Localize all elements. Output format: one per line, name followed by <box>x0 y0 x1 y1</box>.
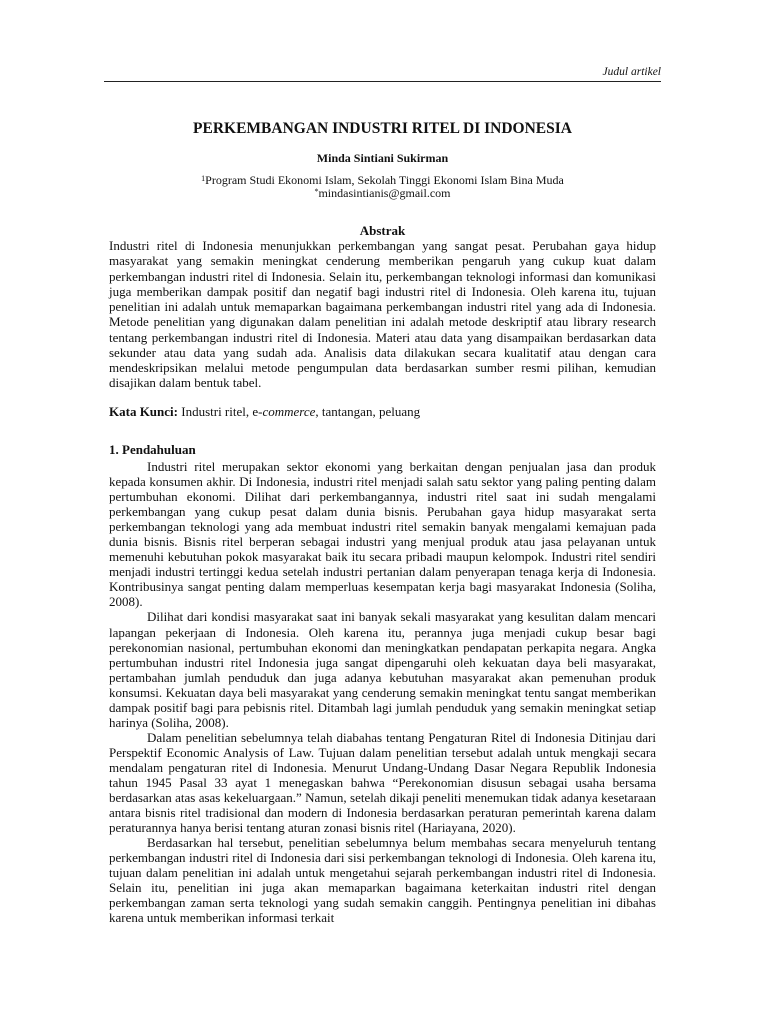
keywords-part-1: Industri ritel, e- <box>181 404 263 419</box>
body-paragraph: Dilihat dari kondisi masyarakat saat ini banyak sekali masyarakat yang kesulitan dalam mencari lapangan pekerjaan di Indonesia. Oleh karena itu, perannya juga menjadi cukup besar bagi perekonomian nasional, pertumbuhan ekonomi dan meningkatkan pendapatan perkapita negara. Angka pertumbuhan industri ritel Indonesia juga sangat dipengaruhi oleh kekuatan daya beli masyarakat, pertambahan jumlah penduduk dan juga adanya kebutuhan masyarakat akan pemenuhan produk konsumsi. Kekuatan daya beli masyarakat yang cenderung semakin meningkat tentu sangat memberikan dampak positif bagi para pebisnis ritel. Ditambah lagi jumlah penduduk yang semakin meningkat setiap harinya (Soliha, 2008). <box>109 609 656 730</box>
section-heading-pendahuluan: 1. Pendahuluan <box>109 442 196 457</box>
paper-title: PERKEMBANGAN INDUSTRI RITEL DI INDONESIA <box>193 120 572 137</box>
email-marker: * <box>314 187 319 196</box>
keywords <box>109 404 656 419</box>
body-paragraph: Industri ritel merupakan sektor ekonomi yang berkaitan dengan penjualan jasa dan produk kepada konsumen akhir. Di Indonesia, industri ritel menjadi salah satu sektor yang paling penting dalam pertumbuhan ekonomi. Dilihat dari perkembangannya, industri ritel saat ini sudah mengalami perkembangan yang cukup pesat dalam dunia bisnis. Perubahan gaya hidup masyarakat serta perkembangan teknologi yang ada membuat industri ritel semakin banyak mengalami kemajuan pada dunia bisnis. Bisnis ritel berperan sebagai industri yang menjual produk atau jasa pelayanan untuk memenuhi kebutuhan pokok masyarakat baik itu secara pribadi maupun kelompok. Industri ritel sendiri menjadi industri tertinggi kedua setelah industri pertanian dalam penyerapan tenaga kerja di Indonesia. Kontribusinya sangat penting dalam memperluas kesempatan kerja bagi masyarakat Indonesia (Soliha, 2008). <box>109 459 656 610</box>
keywords-part-2: , tantangan, peluang <box>315 404 421 419</box>
abstract-text: Industri ritel di Indonesia menunjukkan perkembangan yang sangat pesat. Perubahan gaya hidup masyarakat yang semakin meningkat cenderung memberikan pengaruh yang cukup kuat dalam perkembangan industri ritel di Indonesia. Selain itu, perkembangan teknologi informasi dan komunikasi juga memberikan dampak positif dan negatif bagi industri ritel di Indonesia. Oleh karena itu, tujuan penelitian ini adalah untuk memaparkan bagaimana perkembangan industri ritel yang ada di Indonesia. Metode penelitian yang digunakan dalam penelitian ini adalah metode deskriptif atau library research tentang perkembangan industri ritel di Indonesia. Materi atau data yang disampaikan berdasarkan data sekunder atau data yang sudah ada. Analisis data dilakukan secara kualitatif atau dengan cara mendeskripsikan melalui metode pengumpulan data berdasarkan sumber resmi pilihan, kemudian disajikan dalam bentuk tabel. <box>109 238 656 391</box>
body-paragraph: Dalam penelitian sebelumnya telah diabahas tentang Pengaturan Ritel di Indonesia Ditinjau dari Perspektif Economic Analysis of Law. Tujuan dalam penelitian tersebut adalah untuk mengkaji secara mendalam pengaturan ritel di Indonesia. Menurut Undang-Undang Dasar Negara Republik Indonesia tahun 1945 Pasal 33 ayat 1 menegaskan bahwa “Perekonomian disusun sebagai usaha bersama berdasarkan atas asas kekeluargaan.” Namun, setelah dikaji peneliti menemukan tidak adanya kesetaraan antara bisnis ritel tradisional dan modern di Indonesia berdasarkan peraturan pemerintah karena dalam peraturannya hanya berisi tentang aturan zonasi bisnis ritel (Hariayana, 2020). <box>109 729 656 836</box>
abstract-heading: Abstrak <box>359 223 406 238</box>
affiliation-marker: 1 <box>201 174 206 183</box>
author-email <box>104 187 661 200</box>
header-rule <box>104 81 661 82</box>
affiliation-text: Program Studi Ekonomi Islam, Sekolah Tinggi Ekonomi Islam Bina Muda <box>205 173 564 187</box>
section-body <box>109 459 656 925</box>
body-paragraph: Berdasarkan hal tersebut, penelitian sebelumnya belum membahas secara menyeluruh tentang perkembangan industri ritel di Indonesia dari sisi perkembangan teknologi di Indonesia. Oleh karena itu, tujuan dalam penelitian ini adalah untuk mengetahui sejarah perkembangan industri ritel di Indonesia. Selain itu, penelitian ini juga akan memaparkan bagaimana keterkaitan industri ritel dengan perkembangan zaman serta teknologi yang sudah semakin canggih. Pentingnya penelitian ini dibahas karena untuk memberikan informasi terkait <box>109 835 656 926</box>
keywords-label: Kata Kunci: <box>109 404 178 419</box>
email-text: mindasintianis@gmail.com <box>318 186 451 200</box>
keywords-italic-term: commerce <box>262 404 316 419</box>
author-name: Minda Sintiani Sukirman <box>316 151 449 165</box>
running-header: Judul artikel <box>602 66 661 78</box>
